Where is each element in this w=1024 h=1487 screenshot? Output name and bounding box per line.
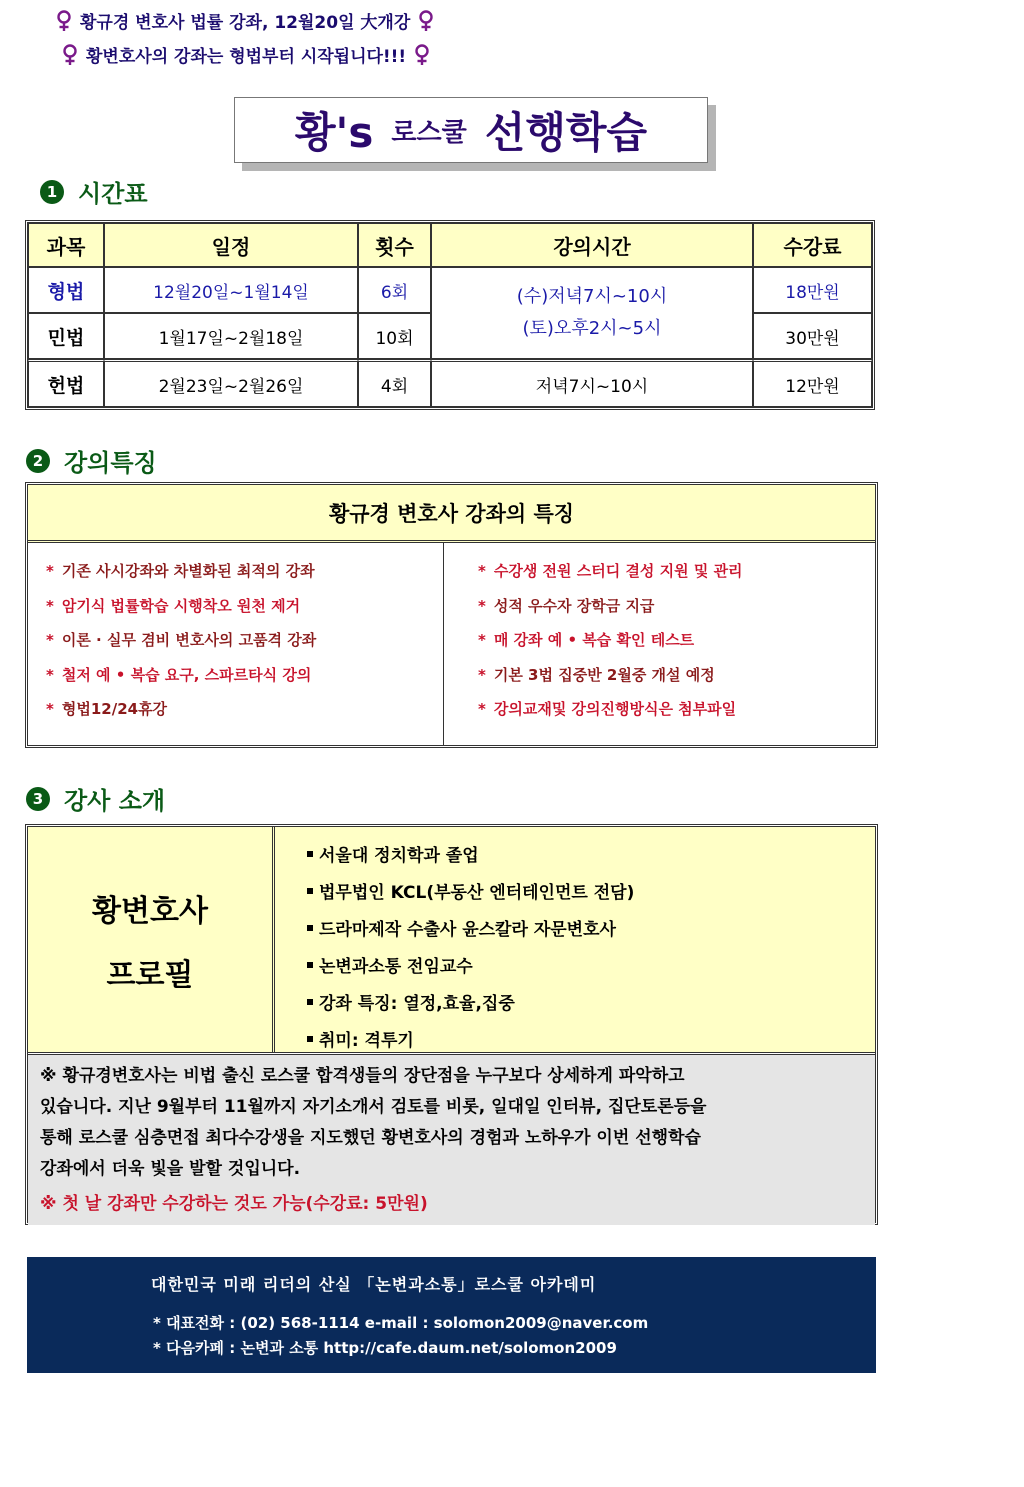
features-left-column — [28, 543, 443, 745]
star-bullet: * — [46, 596, 54, 615]
table-row — [28, 267, 872, 313]
headline-1 — [56, 8, 434, 33]
column-header: 횟수 — [358, 223, 431, 267]
column-header: 과목 — [28, 223, 104, 267]
square-bullet-icon — [307, 999, 313, 1005]
dates-cell: 1월17일~2월18일 — [104, 313, 358, 359]
subject-cell: 형법 — [28, 267, 104, 313]
count-cell: 10회 — [358, 313, 431, 359]
instructor-name — [28, 827, 275, 1052]
instructor-name-line: 황변호사 — [92, 893, 208, 929]
column-header: 수강료 — [753, 223, 872, 267]
female-symbol-icon — [62, 44, 78, 66]
column-header: 강의시간 — [431, 223, 753, 267]
headline-2 — [62, 42, 430, 67]
dates-cell: 12월20일~1월14일 — [104, 267, 358, 313]
description-line: 있습니다. 지난 9월부터 11월까지 자기소개서 검토를 비롯, 일대일 인터뷰, 집단토론등을 — [40, 1097, 707, 1117]
female-symbol-icon — [56, 10, 72, 32]
square-bullet-icon — [307, 888, 313, 894]
time-cell: 저녁7시~10시 — [431, 359, 753, 407]
number-2-icon: 2 — [26, 449, 50, 473]
time-line: (토)오후2시~5시 — [522, 318, 662, 339]
star-bullet: * — [478, 631, 486, 649]
section-label: 강사 소개 — [64, 787, 166, 815]
star-bullet: * — [46, 631, 54, 649]
female-symbol-icon — [414, 44, 430, 66]
list-item: 드라마제작 수출사 윤스칼라 자문변호사 — [307, 909, 875, 946]
table-header-row — [28, 223, 872, 267]
fee-cell: 12만원 — [753, 359, 872, 407]
instructor-description — [28, 1055, 875, 1225]
list-item: 취미: 격투기 — [307, 1020, 875, 1057]
description-line: 강좌에서 더욱 빛을 발할 것입니다. — [40, 1159, 301, 1179]
table-row — [28, 359, 872, 407]
list-item: * 기존 사시강좌와 차별화된 최적의 강좌 — [46, 562, 315, 580]
count-cell: 4회 — [358, 359, 431, 407]
square-bullet-icon — [307, 851, 313, 857]
number-1-icon: 1 — [40, 180, 64, 204]
title-main-right: 선행학습 — [484, 108, 648, 157]
star-bullet: * — [46, 562, 54, 580]
section-label: 강의특징 — [64, 449, 157, 477]
list-item: 법무법인 KCL(부동산 엔터테인먼트 전담) — [307, 872, 875, 909]
instructor-name-line: 프로필 — [106, 957, 194, 993]
star-bullet: * — [478, 700, 486, 718]
page-title — [234, 97, 708, 163]
column-header: 일정 — [104, 223, 358, 267]
cafe-line: * 다음카페 : 논변과 소통 http://cafe.daum.net/solomon2009 — [153, 1339, 617, 1357]
star-bullet: * — [478, 562, 486, 580]
list-item: * 기본 3법 집중반 2월중 개설 예정 — [478, 665, 715, 684]
description-line: ※ 황규경변호사는 비법 출신 로스쿨 합격생들의 장단점을 누구보다 상세하게 파악하고 — [40, 1066, 685, 1086]
section-label: 시간표 — [78, 180, 148, 208]
academy-tagline: 대한민국 미래 리더의 산실 「논변과소통」로스쿨 아카데미 — [151, 1275, 597, 1294]
headline-2-text: 황변호사의 강좌는 형법부터 시작됩니다!!! — [86, 47, 407, 67]
description-line: 통해 로스쿨 심층면접 최다수강생을 지도했던 황변호사의 경험과 노하우가 이번 선행학습 — [40, 1128, 701, 1148]
fee-cell: 18만원 — [753, 267, 872, 313]
star-bullet: * — [46, 700, 54, 718]
list-item: * 수강생 전원 스터디 결성 지원 및 관리 — [478, 562, 743, 580]
star-bullet: * — [478, 665, 486, 684]
contact-line: * 대표전화 : (02) 568-1114 e-mail : solomon2009@naver.com — [153, 1314, 649, 1332]
first-day-note: ※ 첫 날 강좌만 수강하는 것도 가능(수강료: 5만원) — [40, 1194, 428, 1214]
features-heading: 황규경 변호사 강좌의 특징 — [28, 485, 875, 543]
profile-list — [275, 827, 875, 1052]
instructor-box — [25, 824, 878, 1225]
list-item: * 강의교재및 강의진행방식은 첨부파일 — [478, 700, 737, 718]
section-heading-instructor — [26, 781, 165, 816]
title-main-left: 황's — [294, 108, 374, 157]
square-bullet-icon — [307, 925, 313, 931]
dates-cell: 2월23일~2월26일 — [104, 359, 358, 407]
list-item: 서울대 정치학과 졸업 — [307, 835, 875, 872]
square-bullet-icon — [307, 1036, 313, 1042]
schedule-table — [25, 220, 875, 410]
fee-cell: 30만원 — [753, 313, 872, 359]
headline-1-text: 황규경 변호사 법률 강좌, 12월20일 大개강 — [80, 13, 411, 33]
section-heading-schedule — [40, 174, 148, 209]
number-3-icon: 3 — [26, 787, 50, 811]
title-sub: 로스쿨 — [391, 117, 467, 148]
list-item: 강좌 특징: 열정,효율,집중 — [307, 983, 875, 1020]
footer-banner — [27, 1257, 876, 1373]
list-item: * 이론 · 실무 겸비 변호사의 고품격 강좌 — [46, 631, 317, 649]
features-right-column — [443, 543, 875, 745]
list-item: * 형법12/24휴강 — [46, 700, 168, 718]
features-box — [25, 482, 878, 748]
list-item: * 매 강좌 예 • 복습 확인 테스트 — [478, 631, 695, 649]
list-item: * 성적 우수자 장학금 지급 — [478, 596, 655, 615]
time-line: (수)저녁7시~10시 — [516, 286, 668, 307]
list-item: * 암기식 법률학습 시행착오 원천 제거 — [46, 596, 301, 615]
subject-cell: 민법 — [28, 313, 104, 359]
square-bullet-icon — [307, 962, 313, 968]
count-cell: 6회 — [358, 267, 431, 313]
list-item: 논변과소통 전임교수 — [307, 946, 875, 983]
female-symbol-icon — [418, 10, 434, 32]
star-bullet: * — [478, 596, 486, 615]
list-item: * 철저 예 • 복습 요구, 스파르타식 강의 — [46, 665, 312, 684]
shared-time-cell — [431, 267, 753, 359]
star-bullet: * — [46, 665, 54, 684]
subject-cell: 헌법 — [28, 359, 104, 407]
section-heading-features — [26, 443, 157, 478]
